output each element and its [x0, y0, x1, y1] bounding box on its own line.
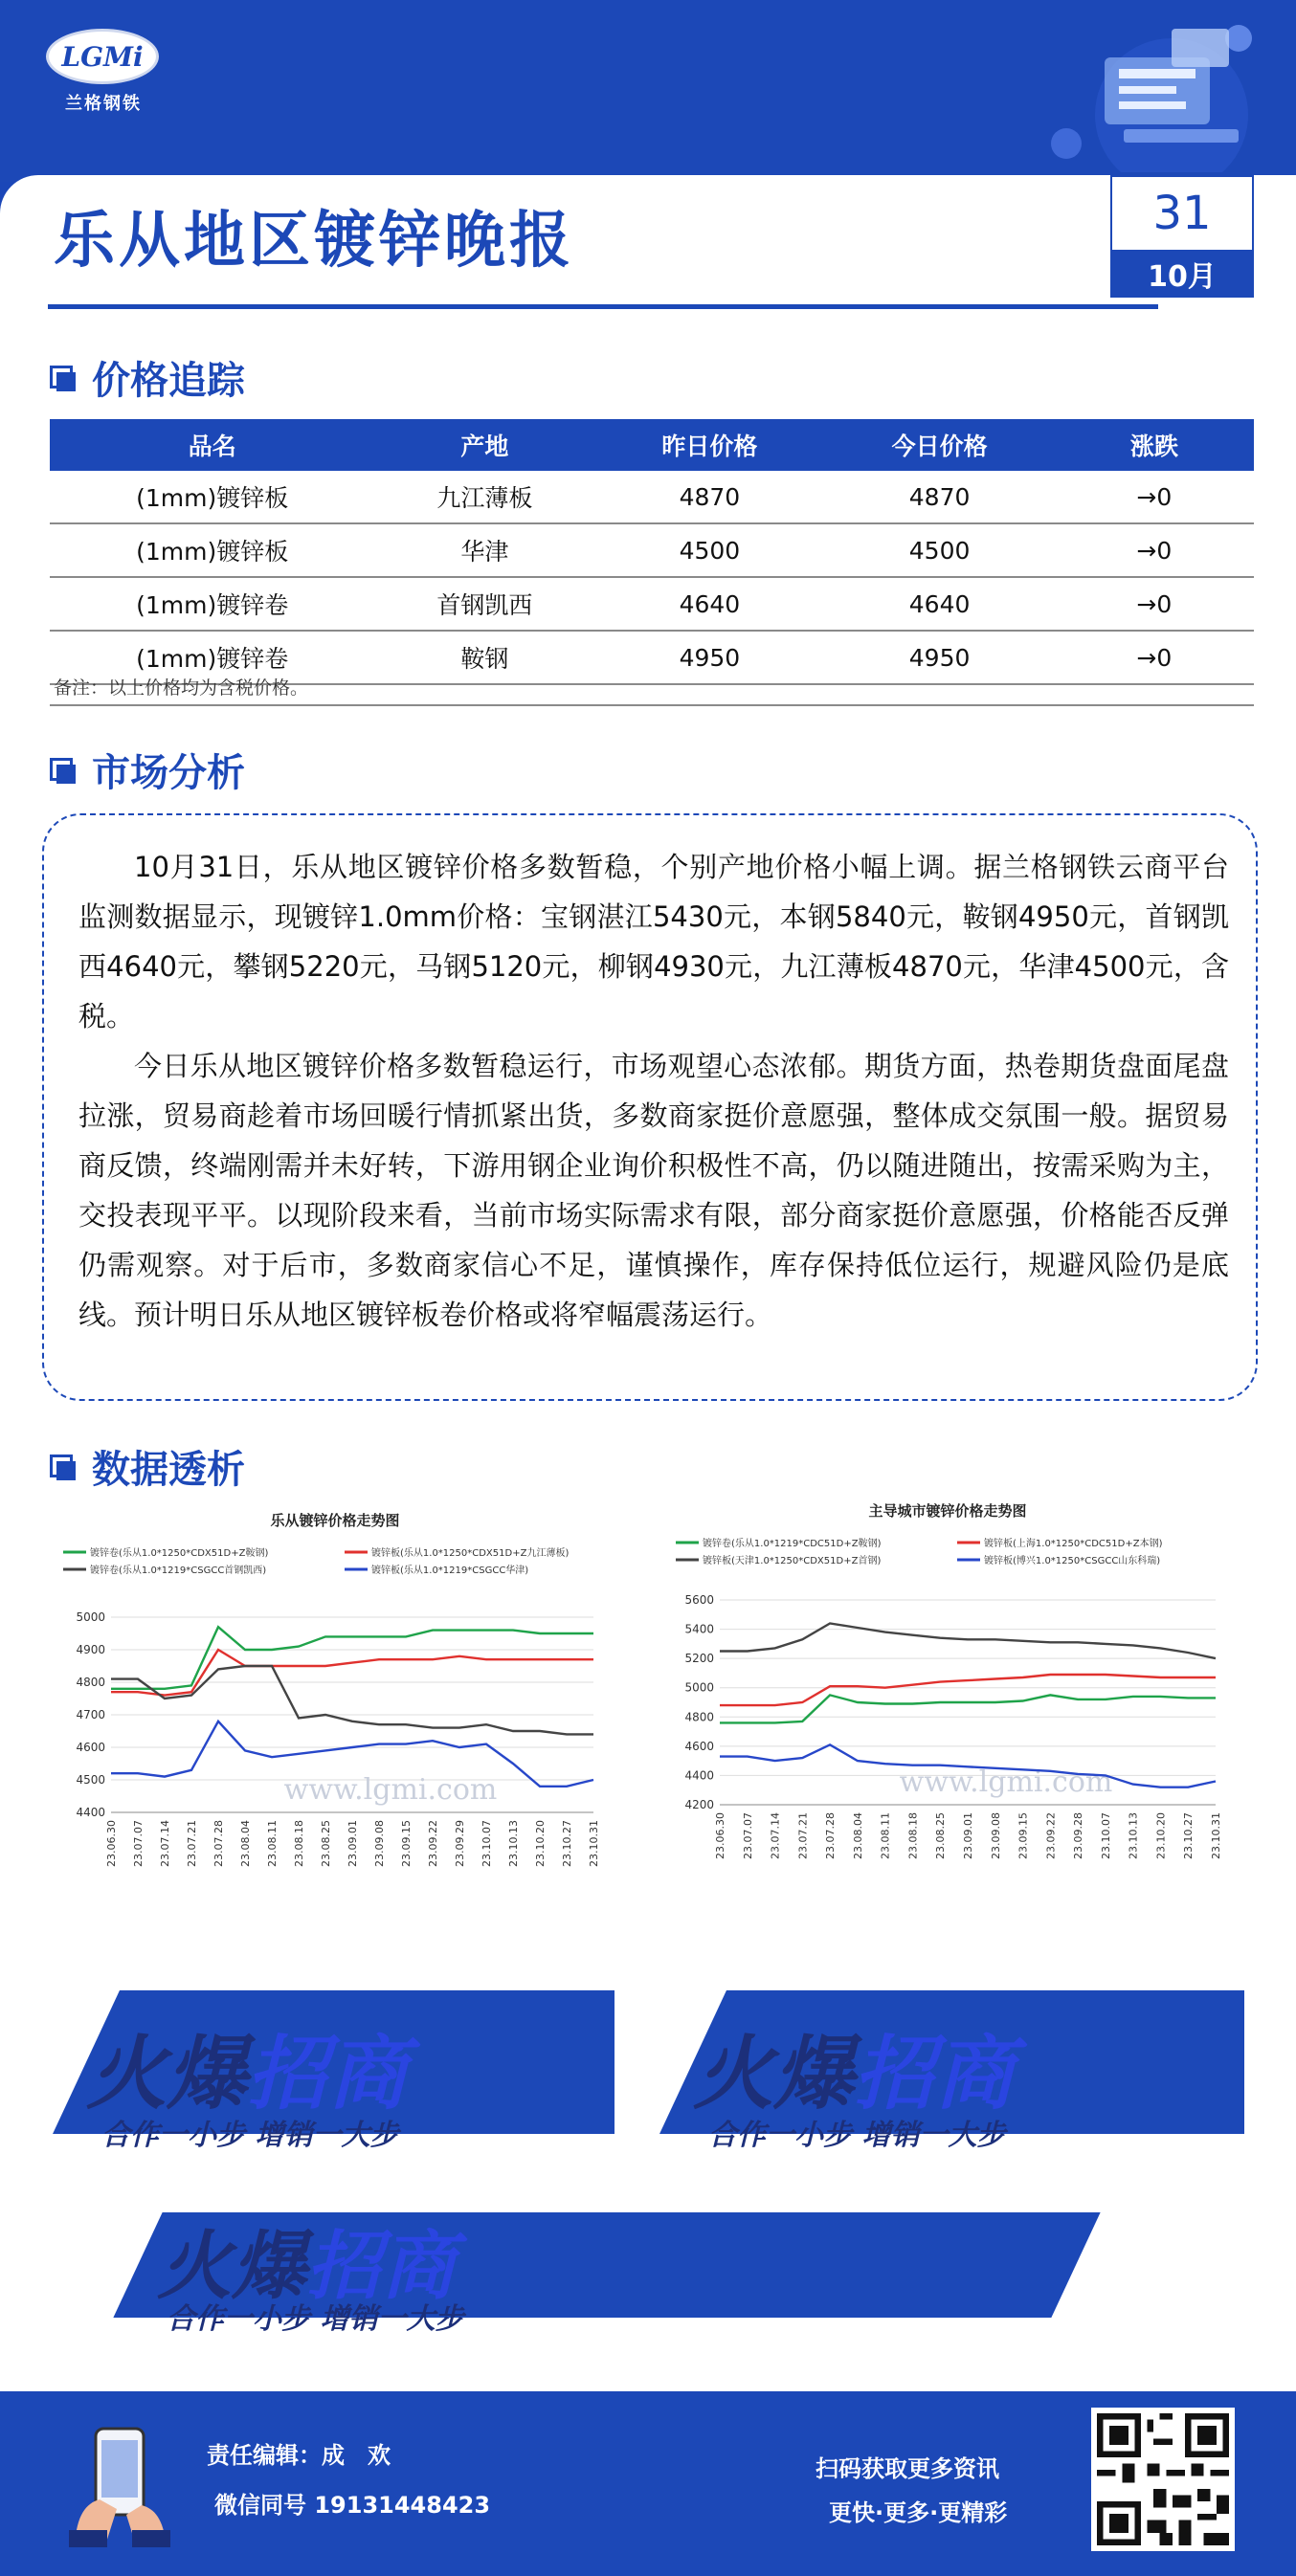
table-row — [50, 577, 1254, 631]
table-row — [50, 471, 1254, 523]
y-tick-label: 4400 — [76, 1806, 105, 1819]
cell-origin: 鞍钢 — [374, 631, 594, 684]
col-header-origin: 产地 — [374, 419, 594, 471]
x-tick-label: 23.08.25 — [320, 1820, 332, 1867]
banner-text-b: 招商 — [854, 2027, 1016, 2121]
y-tick-label: 4800 — [76, 1676, 105, 1689]
promo-banner-right[interactable] — [655, 1923, 1244, 2182]
col-header-change: 涨跌 — [1055, 419, 1254, 471]
y-tick-label: 4900 — [76, 1643, 105, 1656]
legend-label: 镀锌板(乐从1.0*1250*CDX51D+Z九江薄板) — [371, 1548, 570, 1559]
promo-banner-left[interactable] — [48, 1923, 614, 2182]
x-tick-label: 23.07.07 — [741, 1812, 754, 1859]
y-tick-label: 4200 — [684, 1798, 714, 1811]
cell-today: 4640 — [825, 577, 1055, 631]
date-day: 31 — [1110, 175, 1254, 250]
date-badge — [1110, 175, 1254, 305]
cell-origin: 九江薄板 — [374, 471, 594, 523]
x-tick-label: 23.06.30 — [714, 1812, 726, 1859]
section-price-title: 价格追踪 — [92, 359, 245, 403]
footer-wechat: 微信同号 19131448423 — [214, 2492, 491, 2519]
x-tick-label: 23.10.31 — [1210, 1812, 1222, 1859]
cell-today: 4870 — [825, 471, 1055, 523]
series-line — [111, 1666, 593, 1734]
x-tick-label: 23.09.29 — [454, 1820, 466, 1867]
banner-text-a: 火爆 — [157, 2224, 307, 2310]
y-tick-label: 5400 — [684, 1622, 714, 1636]
cell-yesterday: 4870 — [594, 471, 824, 523]
legend-label: 镀锌卷(乐从1.0*1250*CDX51D+Z鞍钢) — [90, 1548, 269, 1559]
x-tick-label: 23.09.08 — [989, 1812, 1002, 1859]
cell-change: →0 — [1055, 471, 1254, 523]
footer-slogan: 更快·更多·更精彩 — [829, 2499, 1008, 2526]
x-tick-label: 23.08.11 — [266, 1820, 279, 1867]
legend-label: 镀锌板(上海1.0*1250*CDC51D+Z本钢) — [984, 1539, 1163, 1549]
y-tick-label: 4500 — [76, 1773, 105, 1787]
date-month: 10月 — [1110, 250, 1254, 298]
section-square-icon — [50, 1455, 75, 1479]
y-tick-label: 5200 — [684, 1652, 714, 1666]
cell-origin: 华津 — [374, 523, 594, 577]
x-tick-label: 23.08.11 — [879, 1812, 892, 1859]
chart-major-city-price-trend — [660, 1493, 1235, 1904]
cell-origin: 首钢凯西 — [374, 577, 594, 631]
x-tick-label: 23.10.13 — [1127, 1812, 1140, 1859]
banner-slogan: 合作一小步 增销一大步 — [708, 2119, 1006, 2152]
y-tick-label: 5000 — [684, 1680, 714, 1695]
y-tick-label: 4400 — [684, 1768, 714, 1783]
logo-subtitle: 兰格钢铁 — [65, 94, 142, 114]
line-chart-svg — [48, 1502, 622, 1904]
legend-label: 镀锌卷(乐从1.0*1219*CSGCC首钢凯西) — [90, 1566, 267, 1576]
analysis-box — [42, 813, 1258, 1401]
watermark-text: www.lgmi.com — [899, 1765, 1113, 1799]
section-square-icon — [50, 366, 75, 390]
x-tick-label: 23.09.22 — [1044, 1812, 1058, 1859]
cell-change: →0 — [1055, 577, 1254, 631]
x-tick-label: 23.10.13 — [507, 1820, 520, 1867]
y-tick-label: 5600 — [684, 1593, 714, 1607]
x-tick-label: 23.10.07 — [1099, 1812, 1112, 1859]
x-tick-label: 23.07.28 — [824, 1812, 838, 1859]
col-header-yesterday: 昨日价格 — [594, 419, 824, 471]
y-tick-label: 4700 — [76, 1708, 105, 1721]
cell-product: (1mm)镀锌板 — [50, 523, 374, 577]
banner-text-a: 火爆 — [86, 2027, 248, 2121]
x-tick-label: 23.10.27 — [1182, 1812, 1195, 1859]
chart-leconng-price-trend — [48, 1502, 622, 1904]
banner-text-b: 招商 — [306, 2224, 457, 2310]
cell-product: (1mm)镀锌板 — [50, 471, 374, 523]
phone-hand-icon — [67, 2423, 172, 2547]
section-price-heading — [50, 350, 245, 405]
footer-scan-label: 扫码获取更多资讯 — [816, 2455, 999, 2482]
x-tick-label: 23.10.31 — [588, 1820, 600, 1867]
page-title: 乐从地区镀锌晚报 — [54, 206, 574, 277]
section-data-title: 数据透析 — [92, 1448, 245, 1492]
table-row — [50, 523, 1254, 577]
note-divider — [50, 704, 1254, 706]
x-tick-label: 23.08.18 — [906, 1812, 920, 1859]
section-square-icon — [50, 758, 75, 783]
series-line — [720, 1695, 1216, 1722]
series-line — [720, 1624, 1216, 1659]
analysis-paragraph: 今日乐从地区镀锌价格多数暂稳运行，市场观望心态浓郁。期货方面，热卷期货盘面尾盘拉涨，贸易商趁着市场回暖行情抓紧出货，多数商家挺价意愿强，整体成交氛围一般。据贸易商反馈，终端刚需并未好转，下游用钢企业询价积极性不高，仍以随进随出，按需采购为主，交投表现平平。以现阶段来看，当前市场实际需求有限，部分商家挺价意愿强，价格能否反弹仍需观察。对于后市，多数商家信心不足，谨慎操作，库存保持低位运行，规避风险仍是底线。预计明日乐从地区镀锌板卷价格或将窄幅震荡运行。 — [78, 1050, 1229, 1331]
x-tick-label: 23.10.07 — [480, 1820, 493, 1867]
x-tick-label: 23.08.18 — [293, 1820, 305, 1867]
banner-text-b: 招商 — [247, 2027, 409, 2121]
x-tick-label: 23.09.28 — [1072, 1812, 1085, 1859]
logo-mark: LGMi — [46, 29, 159, 84]
cell-today: 4950 — [825, 631, 1055, 684]
x-tick-label: 23.07.28 — [212, 1820, 225, 1867]
x-tick-label: 23.07.14 — [159, 1820, 171, 1867]
banner-headline — [86, 2010, 408, 2125]
section-analysis-title: 市场分析 — [92, 751, 245, 795]
cell-product: (1mm)镀锌卷 — [50, 577, 374, 631]
cell-change: →0 — [1055, 631, 1254, 684]
y-tick-label: 4600 — [76, 1741, 105, 1754]
x-tick-label: 23.10.20 — [1154, 1812, 1168, 1859]
x-tick-label: 23.09.01 — [346, 1820, 359, 1867]
x-tick-label: 23.09.01 — [962, 1812, 974, 1859]
legend-label: 镀锌板(天津1.0*1250*CDX51D+Z首钢) — [703, 1556, 882, 1566]
qr-code-icon — [1097, 2413, 1229, 2545]
legend-label: 镀锌卷(乐从1.0*1219*CDC51D+Z鞍钢) — [703, 1539, 882, 1549]
cell-yesterday: 4500 — [594, 523, 824, 577]
x-tick-label: 23.08.04 — [851, 1812, 864, 1859]
analysis-paragraph: 10月31日，乐从地区镀锌价格多数暂稳，个别产地价格小幅上调。据兰格钢铁云商平台监测数据显示，现镀锌1.0mm价格：宝钢湛江5430元，本钢5840元，鞍钢4950元，首钢凯西4640元，攀钢5220元，马钢5120元，柳钢4930元，九江薄板4870元，华津4500元，含税。 — [78, 851, 1229, 1033]
section-data-heading — [50, 1439, 245, 1494]
x-tick-label: 23.08.25 — [934, 1812, 948, 1859]
x-tick-label: 23.07.21 — [186, 1820, 198, 1867]
x-tick-label: 23.06.30 — [105, 1820, 118, 1867]
cell-yesterday: 4950 — [594, 631, 824, 684]
banner-text-a: 火爆 — [693, 2027, 855, 2121]
x-tick-label: 23.10.27 — [561, 1820, 573, 1867]
cell-today: 4500 — [825, 523, 1055, 577]
chart-title: 主导城市镀锌价格走势图 — [868, 1502, 1027, 1520]
y-tick-label: 5000 — [76, 1610, 105, 1624]
promo-banner-wide[interactable] — [42, 2197, 1244, 2341]
x-tick-label: 23.07.07 — [132, 1820, 145, 1867]
banner-headline — [693, 2010, 1015, 2125]
series-line — [111, 1650, 593, 1696]
x-tick-label: 23.09.08 — [373, 1820, 386, 1867]
x-tick-label: 23.07.21 — [796, 1812, 810, 1859]
x-tick-label: 23.08.04 — [239, 1820, 252, 1867]
legend-label: 镀锌板(博兴1.0*1250*CSGCC山东科瑞) — [984, 1556, 1161, 1566]
lgmi-logo[interactable] — [46, 29, 161, 115]
price-table — [50, 419, 1254, 685]
chart-title: 乐从镀锌价格走势图 — [270, 1512, 400, 1529]
x-tick-label: 23.10.20 — [534, 1820, 547, 1867]
line-chart-svg — [660, 1493, 1235, 1904]
y-tick-label: 4600 — [684, 1739, 714, 1753]
price-table-header — [50, 419, 1254, 471]
x-tick-label: 23.09.22 — [427, 1820, 439, 1867]
x-tick-label: 23.09.15 — [400, 1820, 413, 1867]
banner-slogan: 合作一小步 增销一大步 — [167, 2302, 464, 2336]
banner-slogan: 合作一小步 增销一大步 — [101, 2119, 399, 2152]
col-header-product: 品名 — [50, 419, 374, 471]
qr-code[interactable] — [1091, 2408, 1235, 2551]
watermark-text: www.lgmi.com — [283, 1773, 498, 1807]
x-tick-label: 23.09.15 — [1017, 1812, 1030, 1859]
cell-change: →0 — [1055, 523, 1254, 577]
cell-yesterday: 4640 — [594, 577, 824, 631]
footer-editor: 责任编辑：成 欢 — [207, 2442, 391, 2469]
y-tick-label: 4800 — [684, 1710, 714, 1724]
section-analysis-heading — [50, 743, 245, 797]
series-line — [111, 1627, 593, 1689]
tech-decoration-illustration — [1028, 10, 1258, 172]
col-header-today: 今日价格 — [825, 419, 1055, 471]
price-note: 备注：以上价格均为含税价格。 — [54, 677, 309, 699]
series-line — [720, 1675, 1216, 1705]
title-underline — [48, 304, 1158, 309]
cell-product: (1mm)镀锌卷 — [50, 631, 374, 684]
legend-label: 镀锌板(乐从1.0*1219*CSGCC华津) — [371, 1566, 529, 1576]
x-tick-label: 23.07.14 — [769, 1812, 782, 1859]
